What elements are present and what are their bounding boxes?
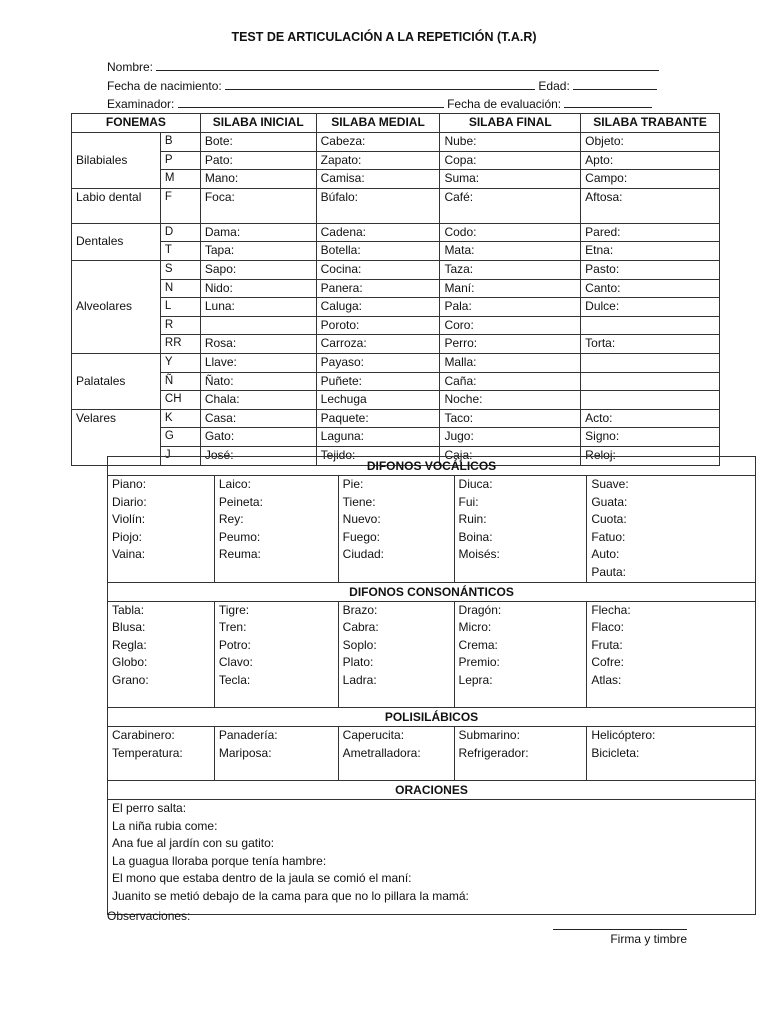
word-cell[interactable]: Campo: — [581, 170, 720, 189]
word-column — [214, 727, 338, 781]
word-cell[interactable]: Panera: — [316, 279, 440, 298]
list-item[interactable]: Grano: — [112, 672, 149, 687]
word-cell[interactable]: Maní: — [440, 279, 581, 298]
sentence-item[interactable]: Juanito se metió debajo de la cama para que no lo pillara la mamá: — [112, 888, 469, 903]
word-column — [214, 601, 338, 708]
phoneme-group-label: Dentales — [72, 223, 161, 260]
word-cell[interactable]: Cocina: — [316, 260, 440, 279]
word-column — [454, 601, 587, 708]
examinador-line — [107, 95, 652, 112]
list-item[interactable]: Peineta: — [218, 494, 263, 509]
word-cell[interactable]: Puñete: — [316, 372, 440, 391]
list-item[interactable]: Tren: — [218, 620, 247, 635]
list-item[interactable]: Mariposa: — [218, 745, 272, 760]
list-item[interactable]: Micro: — [458, 620, 492, 635]
table-row — [72, 372, 720, 391]
table-row — [72, 316, 720, 335]
list-item[interactable]: Cabra: — [342, 620, 379, 635]
word-cell[interactable]: Mata: — [440, 242, 581, 261]
words-table — [107, 456, 756, 915]
word-cell[interactable]: Camisa: — [316, 170, 440, 189]
table-row — [72, 151, 720, 170]
list-item[interactable]: Tiene: — [342, 494, 376, 509]
section-header-row — [108, 708, 756, 727]
list-item[interactable]: Tabla: — [112, 602, 145, 617]
word-cell[interactable]: Pato: — [200, 151, 316, 170]
list-item[interactable]: Diuca: — [458, 477, 493, 491]
sentence-item[interactable]: La niña rubia come: — [112, 818, 218, 833]
list-item[interactable]: Piano: — [112, 477, 147, 491]
word-cell[interactable]: Canto: — [581, 279, 720, 298]
list-item[interactable]: Tigre: — [218, 602, 250, 617]
fecha-nacimiento-field[interactable] — [225, 77, 535, 90]
word-cell[interactable]: Cabeza: — [316, 133, 440, 152]
list-item[interactable]: Caperucita: — [342, 728, 405, 743]
sentence-item[interactable]: El perro salta: — [112, 800, 187, 815]
list-item[interactable]: Diario: — [112, 494, 147, 509]
word-cell[interactable]: Dama: — [200, 223, 316, 242]
nombre-line — [107, 58, 659, 75]
nombre-field[interactable] — [156, 58, 659, 71]
header-silaba-trabante: SILABA TRABANTE — [581, 114, 720, 133]
word-cell[interactable] — [581, 372, 720, 391]
word-cell[interactable]: Caja: — [440, 446, 581, 465]
sentence-item[interactable]: Ana fue al jardín con su gatito: — [112, 836, 275, 851]
word-cell[interactable]: Sapo: — [200, 260, 316, 279]
word-cell[interactable]: Lechuga — [316, 391, 440, 410]
word-cell[interactable]: Búfalo: — [316, 188, 440, 223]
list-item[interactable]: Ciudad: — [342, 547, 385, 562]
phoneme-cell: CH — [160, 391, 200, 410]
list-item[interactable]: Ametralladora: — [342, 745, 421, 760]
list-item[interactable]: Cuota: — [591, 512, 627, 527]
list-item[interactable]: Fatuo: — [591, 529, 626, 544]
table-row — [72, 353, 720, 372]
table-row — [72, 242, 720, 261]
list-item[interactable]: Fui: — [458, 494, 479, 509]
word-cell[interactable]: Noche: — [440, 391, 581, 410]
word-column — [454, 476, 587, 583]
list-item[interactable]: Fruta: — [591, 637, 623, 652]
list-item[interactable]: Premio: — [458, 655, 500, 670]
section-header-row — [108, 457, 756, 476]
table-row — [72, 133, 720, 152]
table-row — [72, 391, 720, 410]
list-item[interactable]: Refrigerador: — [458, 745, 529, 760]
list-item[interactable]: Nuevo: — [342, 512, 381, 527]
section-title: DIFONOS VOCÁLICOS — [108, 457, 756, 476]
header-silaba-medial: SILABA MEDIAL — [316, 114, 440, 133]
sentence-item[interactable]: La guagua lloraba porque tenía hambre: — [112, 853, 327, 868]
list-item[interactable]: Globo: — [112, 655, 148, 670]
word-cell[interactable]: Reloj: — [581, 446, 720, 465]
word-cell[interactable]: Caluga: — [316, 298, 440, 317]
word-column — [338, 727, 454, 781]
word-cell[interactable]: Ñato: — [200, 372, 316, 391]
word-cell[interactable]: Suma: — [440, 170, 581, 189]
list-item[interactable]: Auto: — [591, 547, 620, 562]
edad-label: Edad: — [538, 79, 570, 93]
list-item[interactable]: Pauta: — [591, 564, 627, 579]
list-item[interactable]: Dragón: — [458, 602, 502, 617]
phoneme-cell: P — [160, 151, 200, 170]
word-cell[interactable]: Caña: — [440, 372, 581, 391]
phoneme-group-label: Palatales — [72, 353, 161, 409]
header-fonemas: FONEMAS — [72, 114, 201, 133]
word-cell[interactable]: Café: — [440, 188, 581, 223]
word-cell[interactable]: Objeto: — [581, 133, 720, 152]
word-cell[interactable] — [200, 316, 316, 335]
word-column — [587, 601, 756, 708]
word-cell[interactable]: Codo: — [440, 223, 581, 242]
phoneme-cell: Ñ — [160, 372, 200, 391]
word-cell[interactable]: Apto: — [581, 151, 720, 170]
phoneme-group-label: Alveolares — [72, 260, 161, 353]
firma-label: Firma y timbre — [553, 929, 687, 946]
phoneme-cell: D — [160, 223, 200, 242]
word-cell[interactable]: Pared: — [581, 223, 720, 242]
list-item[interactable]: Pie: — [342, 477, 364, 491]
phoneme-cell: N — [160, 279, 200, 298]
list-item[interactable]: Fuego: — [342, 529, 381, 544]
list-item[interactable]: Violín: — [112, 512, 146, 527]
list-item[interactable]: Submarino: — [458, 728, 520, 743]
word-column — [108, 476, 215, 583]
phoneme-cell: F — [160, 188, 200, 223]
list-item[interactable]: Moisés: — [458, 547, 500, 562]
word-cell[interactable]: Torta: — [581, 335, 720, 354]
word-cell[interactable]: Tapa: — [200, 242, 316, 261]
section-title: ORACIONES — [108, 780, 756, 799]
examinador-field[interactable] — [178, 95, 444, 108]
list-item[interactable]: Reuma: — [218, 547, 261, 562]
document-title: TEST DE ARTICULACIÓN A LA REPETICIÓN (T.A.R) — [231, 30, 537, 44]
word-cell[interactable] — [581, 316, 720, 335]
table-row — [72, 279, 720, 298]
list-item[interactable]: Helicóptero: — [591, 728, 656, 743]
observaciones-label: Observaciones: — [107, 909, 191, 923]
word-cell[interactable]: Taza: — [440, 260, 581, 279]
word-cell[interactable]: Copa: — [440, 151, 581, 170]
phoneme-cell: R — [160, 316, 200, 335]
list-item[interactable]: Bicicleta: — [591, 745, 640, 760]
word-column — [108, 601, 215, 708]
header-silaba-inicial: SILABA INICIAL — [200, 114, 316, 133]
list-item[interactable]: Ladra: — [342, 672, 377, 687]
word-column — [214, 476, 338, 583]
table-row — [72, 170, 720, 189]
word-cell[interactable]: Tejido: — [316, 446, 440, 465]
list-item[interactable]: Rey: — [218, 512, 244, 527]
list-item[interactable]: Regla: — [112, 637, 147, 652]
word-cell[interactable]: Etna: — [581, 242, 720, 261]
table-row — [72, 409, 720, 428]
list-item[interactable]: Flecha: — [591, 602, 631, 617]
phoneme-cell: B — [160, 133, 200, 152]
word-column — [338, 476, 454, 583]
list-item[interactable]: Vaina: — [112, 547, 146, 562]
word-cell[interactable]: Aftosa: — [581, 188, 720, 223]
word-cell[interactable]: Nido: — [200, 279, 316, 298]
table-row — [72, 223, 720, 242]
word-cell[interactable]: Chala: — [200, 391, 316, 410]
word-cell[interactable]: Poroto: — [316, 316, 440, 335]
word-cell[interactable]: Pasto: — [581, 260, 720, 279]
word-cell[interactable]: Signo: — [581, 428, 720, 447]
word-cell[interactable]: José: — [200, 446, 316, 465]
phoneme-group-label: Bilabiales — [72, 133, 161, 189]
phoneme-cell: Y — [160, 353, 200, 372]
word-cell[interactable]: Cadena: — [316, 223, 440, 242]
fecha-evaluacion-label: Fecha de evaluación: — [447, 97, 562, 111]
word-column — [587, 476, 756, 583]
fecha-evaluacion-field[interactable] — [564, 95, 652, 108]
list-item[interactable]: Soplo: — [342, 637, 377, 652]
word-cell[interactable]: Coro: — [440, 316, 581, 335]
word-cell[interactable]: Bote: — [200, 133, 316, 152]
list-item[interactable]: Potro: — [218, 637, 251, 652]
phoneme-cell: G — [160, 428, 200, 447]
word-cell[interactable]: Dulce: — [581, 298, 720, 317]
list-item[interactable]: Lepra: — [458, 672, 493, 687]
table-row — [108, 476, 756, 583]
word-cell[interactable]: Llave: — [200, 353, 316, 372]
phoneme-cell: T — [160, 242, 200, 261]
phoneme-group-label: Velares — [72, 409, 161, 465]
list-item[interactable]: Carabinero: — [112, 728, 175, 743]
list-item[interactable]: Boina: — [458, 529, 493, 544]
word-cell[interactable]: Taco: — [440, 409, 581, 428]
list-item[interactable]: Panadería: — [218, 728, 278, 743]
table-row — [72, 335, 720, 354]
word-cell[interactable]: Perro: — [440, 335, 581, 354]
list-item[interactable]: Blusa: — [112, 620, 146, 635]
table-row — [108, 727, 756, 781]
word-cell[interactable]: Foca: — [200, 188, 316, 223]
list-item[interactable]: Temperatura: — [112, 745, 183, 760]
word-cell[interactable]: Carroza: — [316, 335, 440, 354]
section-title: POLISILÁBICOS — [108, 708, 756, 727]
table-row — [72, 298, 720, 317]
word-cell[interactable]: Jugo: — [440, 428, 581, 447]
word-cell[interactable] — [581, 391, 720, 410]
word-cell[interactable]: Botella: — [316, 242, 440, 261]
section-header-row — [108, 780, 756, 799]
list-item[interactable]: Guata: — [591, 494, 628, 509]
word-cell[interactable]: Laguna: — [316, 428, 440, 447]
table-row — [108, 799, 756, 914]
list-item[interactable]: Suave: — [591, 477, 629, 491]
phonemes-table — [71, 113, 720, 466]
table-row — [72, 188, 720, 223]
word-column — [338, 601, 454, 708]
list-item[interactable]: Tecla: — [218, 672, 251, 687]
word-cell[interactable] — [581, 353, 720, 372]
section-header-row — [108, 582, 756, 601]
word-cell[interactable]: Casa: — [200, 409, 316, 428]
word-cell[interactable]: Paquete: — [316, 409, 440, 428]
word-column — [587, 727, 756, 781]
fecha-nacimiento-line — [107, 77, 657, 94]
table-row — [72, 428, 720, 447]
list-item[interactable]: Crema: — [458, 637, 498, 652]
phoneme-cell: J — [160, 446, 200, 465]
list-item[interactable]: Plato: — [342, 655, 374, 670]
word-cell[interactable]: Malla: — [440, 353, 581, 372]
word-column — [108, 727, 215, 781]
phoneme-cell: M — [160, 170, 200, 189]
examinador-label: Examinador: — [107, 97, 175, 111]
word-cell[interactable]: Payaso: — [316, 353, 440, 372]
word-cell[interactable]: Nube: — [440, 133, 581, 152]
list-item[interactable]: Laico: — [218, 477, 251, 491]
list-item[interactable]: Flaco: — [591, 620, 624, 635]
word-cell[interactable]: Gato: — [200, 428, 316, 447]
nombre-label: Nombre: — [107, 60, 154, 74]
phoneme-cell: S — [160, 260, 200, 279]
edad-field[interactable] — [573, 77, 657, 90]
sentences-cell — [108, 799, 756, 914]
list-item[interactable]: Peumo: — [218, 529, 261, 544]
list-item[interactable]: Brazo: — [342, 602, 378, 617]
phoneme-group-label: Labio dental — [72, 188, 161, 223]
word-cell[interactable]: Acto: — [581, 409, 720, 428]
word-column — [454, 727, 587, 781]
list-item[interactable]: Ruin: — [458, 512, 487, 527]
sentence-item[interactable]: El mono que estaba dentro de la jaula se comió el maní: — [112, 871, 412, 886]
list-item[interactable]: Atlas: — [591, 672, 622, 687]
phoneme-cell: RR — [160, 335, 200, 354]
word-cell[interactable]: Luna: — [200, 298, 316, 317]
phoneme-cell: K — [160, 409, 200, 428]
fecha-nacimiento-label: Fecha de nacimiento: — [107, 79, 222, 93]
list-item[interactable]: Cofre: — [591, 655, 624, 670]
word-cell[interactable]: Pala: — [440, 298, 581, 317]
list-item[interactable]: Clavo: — [218, 655, 253, 670]
word-cell[interactable]: Zapato: — [316, 151, 440, 170]
word-cell[interactable]: Mano: — [200, 170, 316, 189]
phoneme-cell: L — [160, 298, 200, 317]
header-silaba-final: SILABA FINAL — [440, 114, 581, 133]
word-cell[interactable]: Rosa: — [200, 335, 316, 354]
table-row — [72, 260, 720, 279]
table-row — [108, 601, 756, 708]
list-item[interactable]: Piojo: — [112, 529, 143, 544]
section-title: DIFONOS CONSONÁNTICOS — [108, 582, 756, 601]
